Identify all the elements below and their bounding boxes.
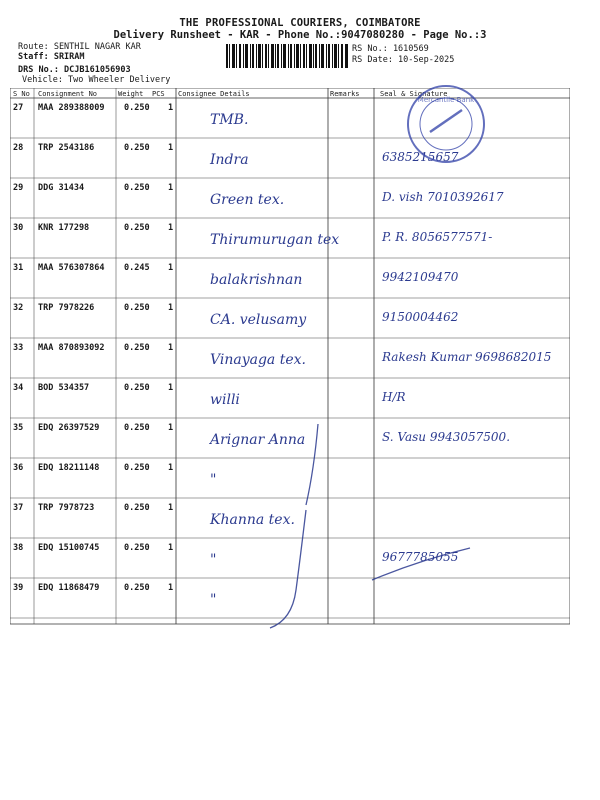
col-header-seal: Seal & Signature: [380, 90, 448, 98]
row-consignment-no: TRP 7978226: [38, 303, 95, 313]
row-sno: 30: [13, 223, 24, 233]
row-weight: 0.250: [124, 463, 150, 473]
row-weight: 0.250: [124, 183, 150, 193]
row-weight: 0.245: [124, 263, 150, 273]
row-pcs: 1: [168, 143, 174, 153]
row-consignee: Arignar Anna: [210, 432, 306, 448]
row-pcs: 1: [168, 583, 174, 593]
row-consignment-no: MAA 289388009: [38, 103, 105, 113]
row-weight: 0.250: [124, 423, 150, 433]
row-consignment-no: MAA 576307864: [38, 263, 105, 273]
row-sno: 29: [13, 183, 24, 193]
row-weight: 0.250: [124, 223, 150, 233]
row-pcs: 1: [168, 423, 174, 433]
row-sno: 32: [13, 303, 24, 313]
row-pcs: 1: [168, 463, 174, 473]
row-sno: 28: [13, 143, 24, 153]
company-title: THE PROFESSIONAL COURIERS, COIMBATORE: [179, 17, 421, 29]
row-consignment-no: TRP 2543186: [38, 143, 95, 153]
row-consignment-no: EDQ 18211148: [38, 463, 100, 473]
route-label: Route: SENTHIL NAGAR KAR: [18, 42, 141, 52]
row-signature: H/R: [382, 390, 406, 404]
row-sno: 37: [13, 503, 24, 513]
col-header-consignee: Consignee Details: [178, 90, 250, 98]
col-header-pcs: PCS: [152, 90, 165, 98]
runsheet-subtitle: Delivery Runsheet - KAR - Phone No.:9047080280 - Page No.:3: [113, 29, 487, 41]
row-consignment-no: BOD 534357: [38, 383, 90, 393]
row-weight: 0.250: [124, 143, 150, 153]
row-pcs: 1: [168, 223, 174, 233]
row-pcs: 1: [168, 183, 174, 193]
row-consignee: balakrishnan: [210, 272, 303, 288]
row-consignee: ": [210, 552, 217, 568]
row-signature: P. R. 8056577571-: [382, 230, 493, 244]
row-consignment-no: EDQ 11868479: [38, 583, 100, 593]
row-sno: 33: [13, 343, 24, 353]
row-consignment-no: EDQ 15100745: [38, 543, 100, 553]
row-signature: Rakesh Kumar 9698682015: [382, 350, 552, 364]
row-consignment-no: MAA 870893092: [38, 343, 105, 353]
row-consignee: ": [210, 592, 217, 608]
row-signature: 9677785055: [382, 550, 459, 564]
row-consignee: Indra: [210, 152, 249, 168]
col-header-sno: S No: [13, 90, 30, 98]
drs-number: DRS No.: DCJB161056903: [18, 65, 131, 75]
row-sno: 36: [13, 463, 24, 473]
row-pcs: 1: [168, 543, 174, 553]
row-signature: S. Vasu 9943057500.: [382, 430, 511, 444]
row-consignment-no: KNR 177298: [38, 223, 90, 233]
vehicle-label: Vehicle: Two Wheeler Delivery: [22, 75, 171, 85]
row-consignment-no: DDG 31434: [38, 183, 85, 193]
row-pcs: 1: [168, 103, 174, 113]
col-header-remarks: Remarks: [330, 90, 360, 98]
row-pcs: 1: [168, 343, 174, 353]
col-header-weight: Weight: [118, 90, 144, 98]
row-weight: 0.250: [124, 503, 150, 513]
row-consignee: Green tex.: [210, 192, 285, 208]
row-pcs: 1: [168, 383, 174, 393]
row-consignee: Thirumurugan tex: [210, 232, 340, 248]
staff-label: Staff: SRIRAM: [18, 52, 85, 62]
row-sno: 39: [13, 583, 24, 593]
row-sno: 31: [13, 263, 24, 273]
row-consignment-no: EDQ 26397529: [38, 423, 100, 433]
row-weight: 0.250: [124, 543, 150, 553]
row-weight: 0.250: [124, 103, 150, 113]
col-header-consignment: Consignment No: [38, 90, 98, 98]
row-pcs: 1: [168, 263, 174, 273]
row-pcs: 1: [168, 503, 174, 513]
row-sno: 27: [13, 103, 24, 113]
row-weight: 0.250: [124, 303, 150, 313]
row-signature: D. vish 7010392617: [382, 190, 504, 204]
row-signature: 6385215657: [382, 150, 459, 164]
row-consignee: willi: [210, 392, 240, 408]
row-signature: 9150004462: [382, 310, 459, 324]
row-weight: 0.250: [124, 383, 150, 393]
svg-text:Mercantile Bank: Mercantile Bank: [417, 96, 475, 104]
row-consignment-no: TRP 7978723: [38, 503, 95, 513]
row-consignee: TMB.: [210, 112, 249, 128]
row-sno: 34: [13, 383, 24, 393]
row-consignee: Vinayaga tex.: [210, 352, 306, 368]
row-signature: 9942109470: [382, 270, 459, 284]
row-consignee: CA. velusamy: [210, 312, 307, 328]
row-pcs: 1: [168, 303, 174, 313]
rs-date: RS Date: 10-Sep-2025: [352, 55, 455, 65]
row-sno: 35: [13, 423, 24, 433]
row-weight: 0.250: [124, 583, 150, 593]
rs-number: RS No.: 1610569: [352, 44, 429, 54]
row-sno: 38: [13, 543, 24, 553]
row-consignee: Khanna tex.: [210, 512, 295, 528]
row-consignee: ": [210, 472, 217, 488]
row-weight: 0.250: [124, 343, 150, 353]
